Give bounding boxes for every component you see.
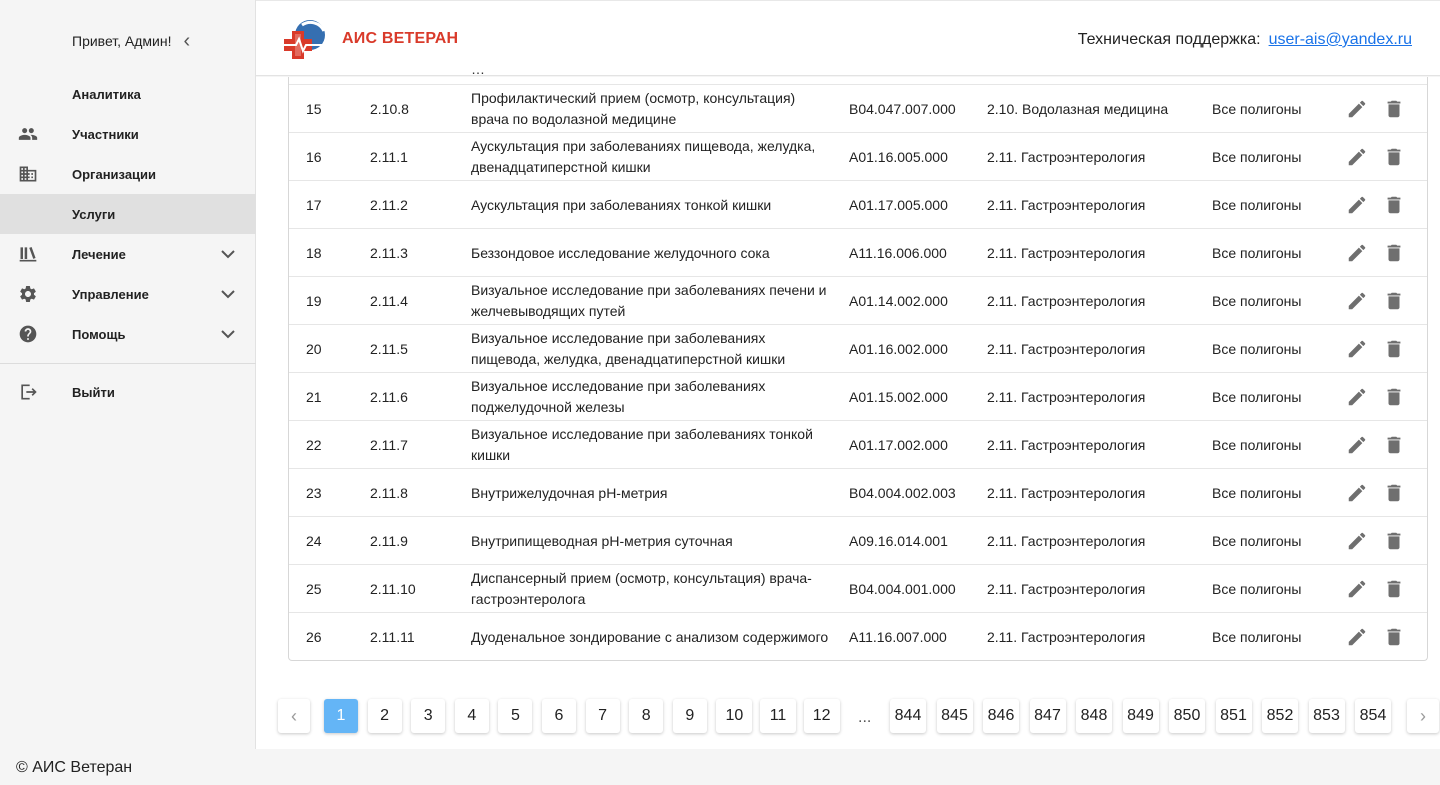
edit-icon[interactable]	[1346, 85, 1370, 133]
page-button-10[interactable]: 10	[716, 699, 752, 733]
delete-icon[interactable]	[1383, 421, 1407, 469]
delete-icon[interactable]	[1383, 565, 1407, 613]
service-code: 2.11.11	[370, 628, 415, 645]
greeting	[72, 32, 190, 50]
service-article: A01.17.002.000	[849, 436, 948, 453]
sidebar-item-label: Помощь	[72, 326, 126, 342]
sidebar-item-organizations[interactable]	[0, 154, 256, 194]
service-category: 2.11. Гастроэнтерология	[987, 436, 1146, 453]
page-button-852[interactable]: 852	[1262, 699, 1298, 733]
edit-icon[interactable]	[1346, 565, 1370, 613]
chevron-down-icon[interactable]	[220, 327, 236, 341]
logout-icon	[17, 382, 39, 402]
gear-icon	[17, 284, 39, 304]
sidebar-item-help[interactable]	[0, 314, 256, 354]
service-name: Дуоденальное зондирование с анализом содержимого	[471, 628, 829, 645]
edit-icon[interactable]	[1346, 421, 1370, 469]
service-name: Визуальное исследование при заболеваниях тонкой кишки	[471, 426, 813, 463]
service-name: Визуальное исследование при заболеваниях поджелудочной железы	[471, 378, 766, 415]
top-header	[256, 0, 1440, 76]
service-polygons: Все полигоны	[1212, 100, 1302, 117]
logout-button[interactable]	[0, 372, 256, 412]
page-button-8[interactable]: 8	[629, 699, 663, 733]
service-category: 2.10. Водолазная медицина	[987, 100, 1169, 117]
service-polygons: Все полигоны	[1212, 436, 1302, 453]
edit-icon[interactable]	[1346, 517, 1370, 565]
table-row	[289, 325, 1427, 373]
service-name: Аускультация при заболеваниях тонкой кишки	[471, 196, 772, 213]
service-polygons: Все полигоны	[1212, 196, 1302, 213]
sidebar-item-participants[interactable]	[0, 114, 256, 154]
page-button-4[interactable]: 4	[455, 699, 489, 733]
service-article: B04.004.001.000	[849, 580, 956, 597]
service-category: 2.11. Гастроэнтерология	[987, 532, 1146, 549]
service-code: 2.11.7	[370, 436, 408, 453]
service-article: A01.15.002.000	[849, 388, 948, 405]
edit-icon[interactable]	[1346, 181, 1370, 229]
row-number: 17	[306, 196, 322, 213]
page-button-3[interactable]: 3	[411, 699, 445, 733]
sidebar-item-label: Лечение	[72, 246, 126, 262]
service-article: A01.16.002.000	[849, 340, 948, 357]
service-category: 2.11. Гастроэнтерология	[987, 292, 1146, 309]
table-row	[289, 85, 1427, 133]
row-number: 24	[306, 532, 322, 549]
delete-icon[interactable]	[1383, 277, 1407, 325]
main-content	[256, 61, 1440, 749]
people-icon	[17, 124, 39, 144]
service-name: Визуальное исследование при заболеваниях печени и желчевыводящих путей	[471, 282, 827, 319]
support-label: Техническая поддержка:	[1077, 31, 1261, 48]
table-row	[289, 469, 1427, 517]
service-category: 2.11. Гастроэнтерология	[987, 340, 1146, 357]
table-row	[289, 181, 1427, 229]
table-row	[289, 613, 1427, 661]
page-button-846[interactable]: 846	[983, 699, 1019, 733]
row-number: 23	[306, 484, 322, 501]
sidebar-item-label: Управление	[72, 286, 149, 302]
table-row	[289, 421, 1427, 469]
service-polygons: Все полигоны	[1212, 244, 1302, 261]
service-name: Диспансерный прием (осмотр, консультация) врача-гастроэнтеролога	[471, 570, 812, 607]
service-polygons: Все полигоны	[1212, 388, 1302, 405]
edit-icon[interactable]	[1346, 133, 1370, 181]
services-table	[288, 61, 1428, 661]
page-button-12[interactable]: 12	[804, 699, 840, 733]
page-button-848[interactable]: 848	[1076, 699, 1112, 733]
page-button-2[interactable]: 2	[368, 699, 402, 733]
service-article: B04.004.002.003	[849, 484, 956, 501]
brand-name: АИС ВЕТЕРАН	[342, 30, 459, 47]
row-number: 18	[306, 244, 322, 261]
chevron-right-icon: ›	[1420, 705, 1426, 726]
partial-row-text: …	[471, 61, 485, 77]
service-article: A11.16.007.000	[849, 628, 947, 645]
service-polygons: Все полигоны	[1212, 148, 1302, 165]
service-article: A11.16.006.000	[849, 244, 947, 261]
sidebar-item-label: Аналитика	[72, 86, 141, 102]
chevron-left-icon[interactable]: ‹	[183, 30, 191, 52]
service-polygons: Все полигоны	[1212, 532, 1302, 549]
page-button-9[interactable]: 9	[673, 699, 707, 733]
page-button-854[interactable]: 854	[1355, 699, 1391, 733]
edit-icon[interactable]	[1346, 373, 1370, 421]
table-row-partial	[289, 61, 1427, 85]
row-number: 25	[306, 580, 322, 597]
sidebar-item-label: Организации	[72, 166, 157, 182]
delete-icon[interactable]	[1383, 613, 1407, 661]
sidebar-item-treatment[interactable]	[0, 234, 256, 274]
service-category: 2.11. Гастроэнтерология	[987, 196, 1146, 213]
edit-icon[interactable]	[1346, 229, 1370, 277]
page-button-5[interactable]: 5	[498, 699, 532, 733]
edit-icon[interactable]	[1346, 277, 1370, 325]
page-button-851[interactable]: 851	[1216, 699, 1252, 733]
service-name: Аускультация при заболеваниях пищевода, желудка, двенадцатиперстной кишки	[471, 138, 816, 175]
delete-icon[interactable]	[1383, 517, 1407, 565]
service-polygons: Все полигоны	[1212, 628, 1302, 645]
service-code: 2.11.10	[370, 580, 416, 597]
service-category: 2.11. Гастроэнтерология	[987, 388, 1146, 405]
service-category: 2.11. Гастроэнтерология	[987, 580, 1146, 597]
service-code: 2.11.2	[370, 196, 408, 213]
delete-icon[interactable]	[1383, 469, 1407, 517]
service-code: 2.11.4	[370, 292, 408, 309]
edit-icon[interactable]	[1346, 469, 1370, 517]
service-name: Внутрижелудочная pH-метрия	[471, 484, 668, 501]
sidebar-item-services[interactable]	[0, 194, 256, 234]
service-name: Беззондовое исследование желудочного сока	[471, 244, 770, 261]
table-row	[289, 277, 1427, 325]
prev-page-button[interactable]	[278, 699, 310, 733]
delete-icon[interactable]	[1383, 373, 1407, 421]
delete-icon[interactable]	[1383, 133, 1407, 181]
service-polygons: Все полигоны	[1212, 340, 1302, 357]
sidebar-item-management[interactable]	[0, 274, 256, 314]
page-button-847[interactable]: 847	[1030, 699, 1066, 733]
service-name: Профилактический прием (осмотр, консультация) врача по водолазной медицине	[471, 90, 796, 127]
table-row	[289, 565, 1427, 613]
sidebar-item-analytics[interactable]	[0, 74, 256, 114]
page-button-7[interactable]: 7	[586, 699, 620, 733]
sidebar-nav	[0, 74, 256, 412]
service-category: 2.11. Гастроэнтерология	[987, 148, 1146, 165]
footer-text: © АИС Ветеран	[16, 759, 133, 776]
sidebar-item-label: Услуги	[72, 206, 116, 222]
delete-icon[interactable]	[1383, 85, 1407, 133]
service-category: 2.11. Гастроэнтерология	[987, 628, 1146, 645]
next-page-button[interactable]	[1407, 699, 1439, 733]
service-article: A01.14.002.000	[849, 292, 948, 309]
edit-icon[interactable]	[1346, 325, 1370, 373]
row-number: 22	[306, 436, 322, 453]
service-polygons: Все полигоны	[1212, 484, 1302, 501]
row-number: 21	[306, 388, 322, 405]
table-row	[289, 229, 1427, 277]
logout-label: Выйти	[72, 384, 115, 400]
service-category: 2.11. Гастроэнтерология	[987, 244, 1146, 261]
chevron-down-icon[interactable]	[220, 247, 236, 261]
service-code: 2.11.3	[370, 244, 408, 261]
service-article: B04.047.007.000	[849, 100, 956, 117]
support-contact	[1078, 31, 1412, 49]
logo-icon	[282, 17, 328, 61]
service-code: 2.11.5	[370, 340, 408, 357]
pagination-ellipsis: ...	[858, 709, 872, 726]
service-polygons: Все полигоны	[1212, 292, 1302, 309]
service-article: A01.16.005.000	[849, 148, 948, 165]
row-number: 26	[306, 628, 322, 645]
service-code: 2.11.8	[370, 484, 408, 501]
page-button-844[interactable]: 844	[890, 699, 926, 733]
sidebar-item-label: Участники	[72, 126, 139, 142]
service-name: Визуальное исследование при заболеваниях пищевода, желудка, двенадцатиперстной кишки	[471, 330, 786, 367]
page-button-1[interactable]: 1	[324, 699, 358, 733]
service-code: 2.11.6	[370, 388, 408, 405]
page-button-11[interactable]: 11	[760, 699, 796, 733]
delete-icon[interactable]	[1383, 325, 1407, 373]
service-code: 2.11.9	[370, 532, 408, 549]
delete-icon[interactable]	[1383, 229, 1407, 277]
row-number: 19	[306, 292, 322, 309]
service-code: 2.10.8	[370, 100, 409, 117]
table-row	[289, 373, 1427, 421]
building-icon	[17, 164, 39, 184]
table-row	[289, 133, 1427, 181]
service-category: 2.11. Гастроэнтерология	[987, 484, 1146, 501]
page-button-850[interactable]: 850	[1169, 699, 1205, 733]
service-name: Внутрипищеводная pH-метрия суточная	[471, 532, 733, 549]
sidebar-divider	[0, 363, 256, 364]
row-number: 15	[306, 100, 322, 117]
chevron-down-icon[interactable]	[220, 287, 236, 301]
table-row	[289, 517, 1427, 565]
delete-icon[interactable]	[1383, 181, 1407, 229]
service-article: A09.16.014.001	[849, 532, 948, 549]
service-article: A01.17.005.000	[849, 196, 948, 213]
footer	[0, 749, 1440, 785]
support-email-link[interactable]: user-ais@yandex.ru	[1268, 31, 1412, 48]
row-number: 20	[306, 340, 322, 357]
chevron-left-icon: ‹	[291, 705, 297, 726]
page-button-6[interactable]: 6	[542, 699, 576, 733]
page-button-853[interactable]: 853	[1309, 699, 1345, 733]
sidebar	[0, 0, 256, 749]
library-icon	[17, 244, 39, 264]
page-button-849[interactable]: 849	[1123, 699, 1159, 733]
page-button-845[interactable]: 845	[937, 699, 973, 733]
help-icon	[17, 324, 39, 344]
service-polygons: Все полигоны	[1212, 580, 1302, 597]
row-number: 16	[306, 148, 322, 165]
service-code: 2.11.1	[370, 148, 408, 165]
greeting-text: Привет, Админ!	[72, 33, 172, 49]
edit-icon[interactable]	[1346, 613, 1370, 661]
